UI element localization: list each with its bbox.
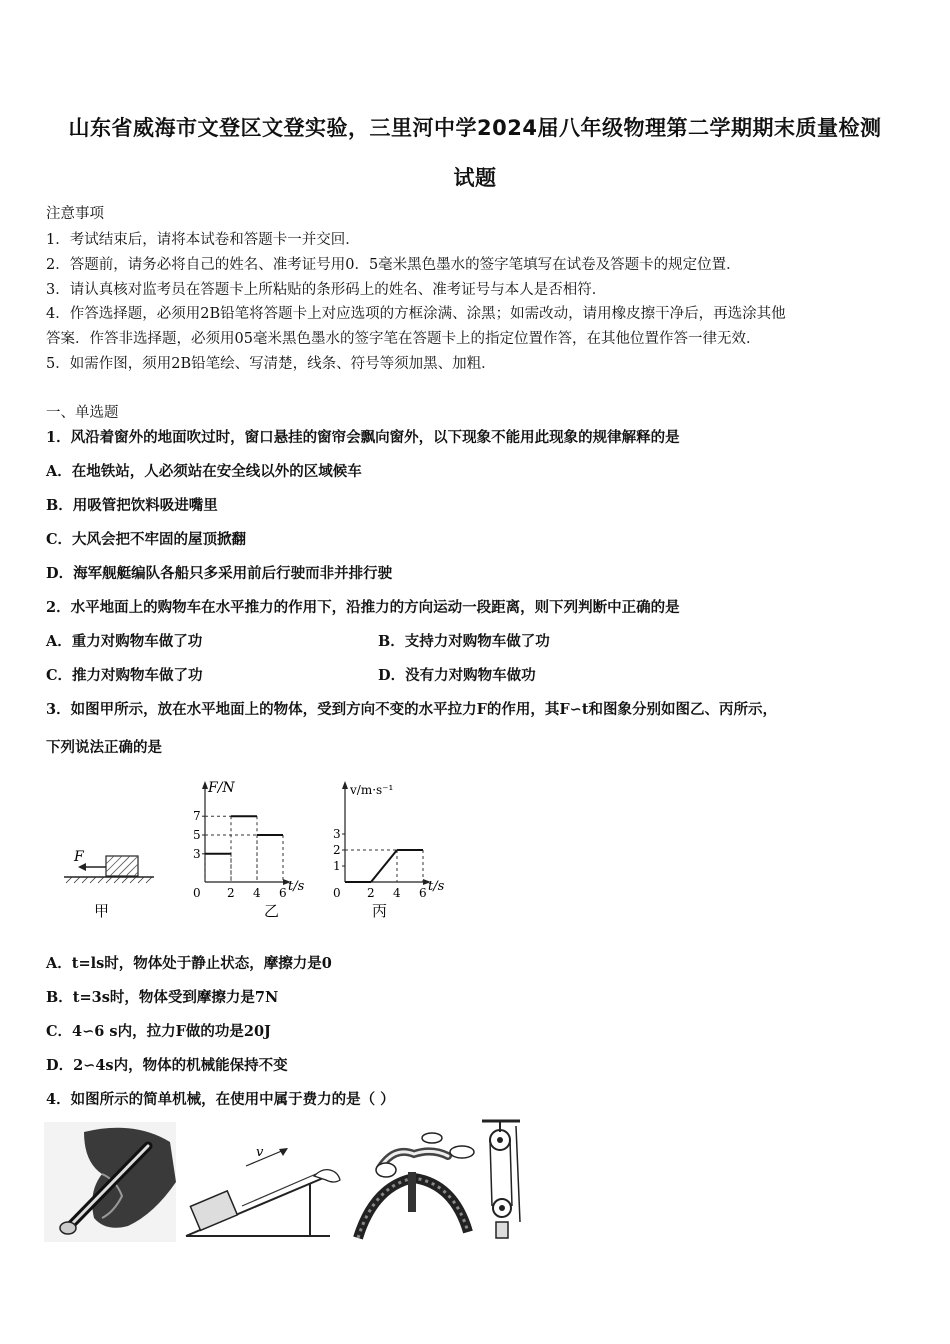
velocity-arrow (246, 1150, 284, 1166)
y-axis-label: F/N (208, 780, 235, 796)
ramp-block (190, 1191, 237, 1231)
x-tick-label: 2 (227, 886, 235, 900)
q3-stem-line2: 下列说法正确的是 (46, 739, 162, 756)
x-tick-label: 6 (419, 886, 427, 900)
q3-option-c: C．4∽6 s内，拉力F做的功是20J (46, 1023, 271, 1040)
figure-jia (58, 840, 168, 920)
figure-bing-caption: 丙 (372, 902, 388, 920)
y-tick-label: 5 (193, 828, 201, 842)
q3-stem-line1: 3．如图甲所示，放在水平地面上的物体，受到方向不变的水平拉力F的作用，其F∽t和图象分别如图乙、丙所示， (46, 701, 778, 718)
q1-stem: 1．风沿着窗外的地面吹过时，窗口悬挂的窗帘会飘向窗外，以下现象不能用此现象的规律解释的是 (46, 429, 680, 446)
q4-image-chopsticks-hand (44, 1122, 176, 1242)
x-axis-label: t/s (428, 879, 445, 894)
q4-image-inclined-plane (180, 1140, 348, 1240)
x-tick-label: 6 (279, 886, 287, 900)
figure-bing-chart (308, 772, 458, 922)
q4-image-pulley (480, 1118, 526, 1244)
q1-option-a: A．在地铁站，人必须站在安全线以外的区域候车 (46, 463, 362, 480)
q3-option-d: D．2∽4s内，物体的机械能保持不变 (46, 1057, 288, 1074)
q1-option-d: D．海军舰艇编队各船只多采用前后行驶而非并排行驶 (46, 565, 393, 582)
x-tick-label: 4 (393, 886, 401, 900)
pull-rope (242, 1174, 316, 1206)
notice-item: 4．作答选择题，必须用2B铅笔将答题卡上对应选项的方框涂满、涂黑；如需改动，请用橡皮擦干净后，再选涂其他 (46, 306, 786, 322)
y-tick-label: 1 (333, 859, 341, 873)
q2-stem: 2．水平地面上的购物车在水平推力的作用下，沿推力的方向运动一段距离，则下列判断中正确的是 (46, 599, 680, 616)
y-tick-label: 3 (193, 846, 201, 861)
notice-item: 2．答题前，请务必将自己的姓名、准考证号用0．5毫米黑色墨水的签字笔填写在试卷及答题卡的规定位置． (46, 257, 741, 273)
exam-title-line1: 山东省威海市文登区文登实验，三里河中学2024届八年级物理第二学期期末质量检测 (68, 116, 882, 140)
exam-title-line2: 试题 (453, 166, 497, 190)
q2-option-a: A．重力对购物车做了功 (46, 633, 203, 650)
y-axis-label: v/m·s⁻¹ (350, 783, 394, 797)
y-axis-arrow (342, 781, 348, 789)
notice-heading: 注意事项 (46, 206, 104, 222)
q3-option-b: B．t=3s时，物体受到摩擦力是7N (46, 989, 279, 1006)
data-segment (371, 850, 397, 882)
q1-option-c: C．大风会把不牢固的屋顶掀翻 (46, 531, 247, 548)
y-tick-label: 3 (333, 827, 341, 841)
x-axis-label: t/s (288, 879, 305, 894)
pulley-load (496, 1222, 508, 1238)
y-tick-label: 7 (193, 809, 201, 824)
q2-option-d: D．没有力对购物车做功 (378, 667, 536, 684)
x-tick-label: 2 (367, 886, 375, 900)
x-tick-label: 0 (333, 886, 341, 900)
q2-option-b: B．支持力对购物车做了功 (378, 633, 550, 650)
force-label: F (74, 849, 84, 865)
ground-hatch (66, 877, 152, 883)
velocity-label: v (256, 1145, 264, 1160)
q4-stem: 4．如图所示的简单机械，在使用中属于费力的是（ ） (46, 1091, 395, 1108)
x-tick-label: 0 (193, 886, 201, 900)
y-tick-label: 2 (333, 843, 341, 857)
section-heading: 一、单选题 (46, 405, 119, 421)
q2-option-c: C．推力对购物车做了功 (46, 667, 203, 684)
figure-yi-chart (178, 772, 318, 922)
q1-option-b: B．用吸管把饮料吸进嘴里 (46, 497, 218, 514)
x-tick-label: 4 (253, 886, 261, 900)
notice-item: 1．考试结束后，请将本试卷和答题卡一并交回． (46, 232, 360, 248)
notice-item: 答案．作答非选择题，必须用05毫米黑色墨水的签字笔在答题卡上的指定位置作答，在其他位置作答一律无效． (46, 331, 761, 347)
figure-yi-caption: 乙 (264, 902, 280, 920)
q3-option-a: A．t=ls时，物体处于静止状态，摩擦力是0 (46, 955, 332, 972)
q4-image-bicycle-handlebar (350, 1128, 478, 1242)
figure-jia-caption: 甲 (94, 902, 110, 920)
notice-item: 5．如需作图，须用2B铅笔绘、写清楚，线条、符号等须加黑、加粗． (46, 356, 496, 372)
notice-item: 3．请认真核对监考员在答题卡上所粘贴的条形码上的姓名、准考证号与本人是否相符． (46, 282, 607, 298)
